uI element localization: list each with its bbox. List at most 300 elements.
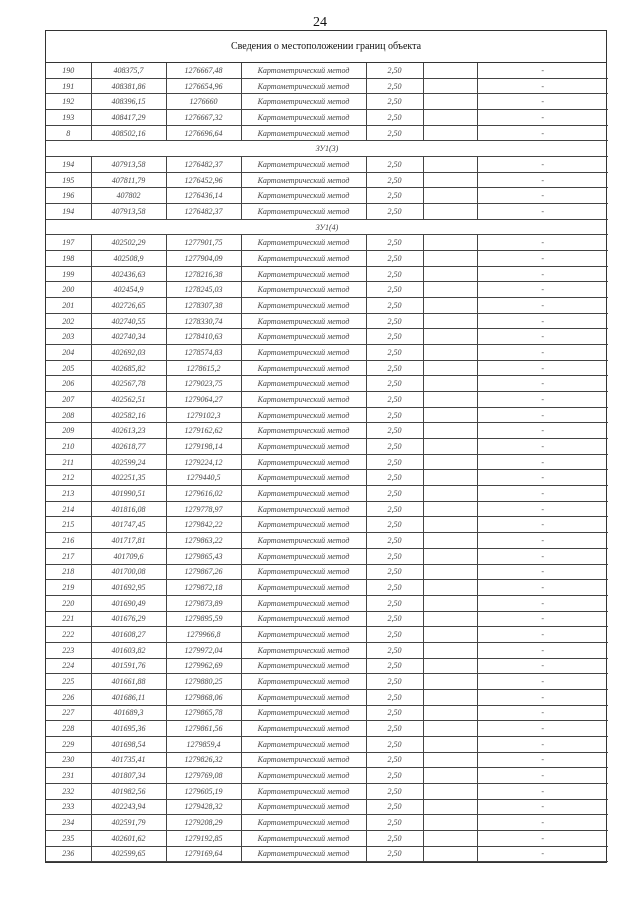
method-cell: Картометрический метод [241, 721, 366, 737]
remark-cell: - [477, 815, 608, 831]
table-row [46, 188, 608, 204]
description-cell [423, 846, 477, 862]
remark-cell: - [477, 251, 608, 267]
remark-cell: - [477, 501, 608, 517]
y-coordinate-cell: 1279616,02 [166, 486, 241, 502]
method-cell: Картометрический метод [241, 376, 366, 392]
method-cell: Картометрический метод [241, 110, 366, 126]
table-row [46, 564, 608, 580]
remark-cell: - [477, 110, 608, 126]
method-cell: Картометрический метод [241, 157, 366, 173]
x-coordinate-cell: 402502,29 [91, 235, 166, 251]
description-cell [423, 517, 477, 533]
y-coordinate-cell: 1276482,37 [166, 204, 241, 220]
description-cell [423, 360, 477, 376]
table-row [46, 329, 608, 345]
description-cell [423, 783, 477, 799]
table-row [46, 846, 608, 862]
precision-cell: 2,50 [366, 439, 423, 455]
x-coordinate-cell: 401686,11 [91, 689, 166, 705]
point-number-cell: 218 [46, 564, 91, 580]
table-row [46, 674, 608, 690]
x-coordinate-cell: 402613,23 [91, 423, 166, 439]
point-number-cell: 214 [46, 501, 91, 517]
precision-cell: 2,50 [366, 705, 423, 721]
point-number-cell: 196 [46, 188, 91, 204]
method-cell: Картометрический метод [241, 846, 366, 862]
remark-cell: - [477, 627, 608, 643]
description-cell [423, 266, 477, 282]
method-cell: Картометрический метод [241, 517, 366, 533]
y-coordinate-cell: 1279966,8 [166, 627, 241, 643]
remark-cell: - [477, 298, 608, 314]
precision-cell: 2,50 [366, 78, 423, 94]
x-coordinate-cell: 402740,34 [91, 329, 166, 345]
section-row [46, 141, 608, 157]
description-cell [423, 94, 477, 110]
point-number-cell: 227 [46, 705, 91, 721]
remark-cell: - [477, 752, 608, 768]
table-row [46, 752, 608, 768]
precision-cell: 2,50 [366, 125, 423, 141]
method-cell: Картометрический метод [241, 78, 366, 94]
table-row [46, 595, 608, 611]
y-coordinate-cell: 1279428,32 [166, 799, 241, 815]
point-number-cell: 226 [46, 689, 91, 705]
x-coordinate-cell: 401717,81 [91, 533, 166, 549]
precision-cell: 2,50 [366, 564, 423, 580]
point-number-cell: 231 [46, 768, 91, 784]
description-cell [423, 768, 477, 784]
method-cell: Картометрический метод [241, 439, 366, 455]
precision-cell: 2,50 [366, 157, 423, 173]
point-number-cell: 206 [46, 376, 91, 392]
y-coordinate-cell: 1276667,32 [166, 110, 241, 126]
method-cell: Картометрический метод [241, 360, 366, 376]
remark-cell: - [477, 94, 608, 110]
point-number-cell: 195 [46, 172, 91, 188]
description-cell [423, 454, 477, 470]
y-coordinate-cell: 1279778,97 [166, 501, 241, 517]
method-cell: Картометрический метод [241, 799, 366, 815]
y-coordinate-cell: 1276452,96 [166, 172, 241, 188]
x-coordinate-cell: 401695,36 [91, 721, 166, 737]
method-cell: Картометрический метод [241, 705, 366, 721]
x-coordinate-cell: 402582,16 [91, 407, 166, 423]
table-row [46, 94, 608, 110]
table-row [46, 736, 608, 752]
remark-cell: - [477, 407, 608, 423]
table-row [46, 501, 608, 517]
description-cell [423, 407, 477, 423]
description-cell [423, 313, 477, 329]
remark-cell: - [477, 736, 608, 752]
table-row [46, 110, 608, 126]
description-cell [423, 423, 477, 439]
table-row [46, 611, 608, 627]
table-row [46, 360, 608, 376]
remark-cell: - [477, 548, 608, 564]
method-cell: Картометрический метод [241, 266, 366, 282]
x-coordinate-cell: 402692,03 [91, 345, 166, 361]
x-coordinate-cell: 402599,65 [91, 846, 166, 862]
method-cell: Картометрический метод [241, 298, 366, 314]
remark-cell: - [477, 768, 608, 784]
table-row [46, 517, 608, 533]
point-number-cell: 230 [46, 752, 91, 768]
y-coordinate-cell: 1279872,18 [166, 580, 241, 596]
table-row [46, 423, 608, 439]
table-row [46, 63, 608, 78]
method-cell: Картометрический метод [241, 611, 366, 627]
table-row [46, 204, 608, 220]
remark-cell: - [477, 329, 608, 345]
x-coordinate-cell: 401608,27 [91, 627, 166, 643]
x-coordinate-cell: 402562,51 [91, 392, 166, 408]
remark-cell: - [477, 533, 608, 549]
description-cell [423, 501, 477, 517]
point-number-cell: 202 [46, 313, 91, 329]
point-number-cell: 210 [46, 439, 91, 455]
point-number-cell: 219 [46, 580, 91, 596]
x-coordinate-cell: 401689,3 [91, 705, 166, 721]
point-number-cell: 216 [46, 533, 91, 549]
method-cell: Картометрический метод [241, 501, 366, 517]
remark-cell: - [477, 517, 608, 533]
x-coordinate-cell: 402685,82 [91, 360, 166, 376]
precision-cell: 2,50 [366, 736, 423, 752]
table-body [46, 63, 608, 862]
description-cell [423, 470, 477, 486]
description-cell [423, 235, 477, 251]
precision-cell: 2,50 [366, 486, 423, 502]
method-cell: Картометрический метод [241, 658, 366, 674]
x-coordinate-cell: 401700,08 [91, 564, 166, 580]
x-coordinate-cell: 401982,56 [91, 783, 166, 799]
table-row [46, 783, 608, 799]
description-cell [423, 78, 477, 94]
point-number-cell: 211 [46, 454, 91, 470]
x-coordinate-cell: 401692,95 [91, 580, 166, 596]
y-coordinate-cell: 1277904,09 [166, 251, 241, 267]
x-coordinate-cell: 401816,08 [91, 501, 166, 517]
method-cell: Картометрический метод [241, 345, 366, 361]
description-cell [423, 345, 477, 361]
table-row [46, 627, 608, 643]
method-cell: Картометрический метод [241, 392, 366, 408]
point-number-cell: 233 [46, 799, 91, 815]
remark-cell: - [477, 423, 608, 439]
x-coordinate-cell: 408381,86 [91, 78, 166, 94]
y-coordinate-cell: 1279859,4 [166, 736, 241, 752]
description-cell [423, 439, 477, 455]
method-cell: Картометрический метод [241, 783, 366, 799]
method-cell: Картометрический метод [241, 580, 366, 596]
table-row [46, 830, 608, 846]
table-row [46, 266, 608, 282]
y-coordinate-cell: 1276654,96 [166, 78, 241, 94]
method-cell: Картометрический метод [241, 768, 366, 784]
description-cell [423, 329, 477, 345]
table-row [46, 548, 608, 564]
y-coordinate-cell: 1279865,78 [166, 705, 241, 721]
point-number-cell: 197 [46, 235, 91, 251]
x-coordinate-cell: 401747,45 [91, 517, 166, 533]
remark-cell: - [477, 204, 608, 220]
precision-cell: 2,50 [366, 313, 423, 329]
x-coordinate-cell: 402454,9 [91, 282, 166, 298]
x-coordinate-cell: 402243,94 [91, 799, 166, 815]
y-coordinate-cell: 1279769,08 [166, 768, 241, 784]
remark-cell: - [477, 611, 608, 627]
precision-cell: 2,50 [366, 110, 423, 126]
precision-cell: 2,50 [366, 407, 423, 423]
precision-cell: 2,50 [366, 642, 423, 658]
x-coordinate-cell: 407913,58 [91, 204, 166, 220]
y-coordinate-cell: 1279842,22 [166, 517, 241, 533]
description-cell [423, 689, 477, 705]
remark-cell: - [477, 266, 608, 282]
remark-cell: - [477, 188, 608, 204]
method-cell: Картометрический метод [241, 204, 366, 220]
remark-cell: - [477, 580, 608, 596]
precision-cell: 2,50 [366, 517, 423, 533]
precision-cell: 2,50 [366, 345, 423, 361]
table-row [46, 721, 608, 737]
remark-cell: - [477, 846, 608, 862]
y-coordinate-cell: 1276660 [166, 94, 241, 110]
precision-cell: 2,50 [366, 204, 423, 220]
point-number-cell: 232 [46, 783, 91, 799]
remark-cell: - [477, 360, 608, 376]
y-coordinate-cell: 1279224,12 [166, 454, 241, 470]
precision-cell: 2,50 [366, 846, 423, 862]
remark-cell: - [477, 172, 608, 188]
precision-cell: 2,50 [366, 251, 423, 267]
precision-cell: 2,50 [366, 376, 423, 392]
description-cell [423, 564, 477, 580]
x-coordinate-cell: 407811,79 [91, 172, 166, 188]
description-cell [423, 251, 477, 267]
precision-cell: 2,50 [366, 674, 423, 690]
y-coordinate-cell: 1276667,48 [166, 63, 241, 78]
table-row [46, 454, 608, 470]
precision-cell: 2,50 [366, 689, 423, 705]
method-cell: Картометрический метод [241, 752, 366, 768]
table-row [46, 486, 608, 502]
x-coordinate-cell: 401591,76 [91, 658, 166, 674]
point-number-cell: 224 [46, 658, 91, 674]
y-coordinate-cell: 1279605,19 [166, 783, 241, 799]
method-cell: Картометрический метод [241, 63, 366, 78]
table-row [46, 172, 608, 188]
remark-cell: - [477, 705, 608, 721]
y-coordinate-cell: 1279880,25 [166, 674, 241, 690]
remark-cell: - [477, 439, 608, 455]
table-row [46, 298, 608, 314]
remark-cell: - [477, 595, 608, 611]
description-cell [423, 172, 477, 188]
description-cell [423, 642, 477, 658]
description-cell [423, 204, 477, 220]
table-row [46, 580, 608, 596]
point-number-cell: 201 [46, 298, 91, 314]
point-number-cell: 212 [46, 470, 91, 486]
precision-cell: 2,50 [366, 423, 423, 439]
table-row [46, 313, 608, 329]
description-cell [423, 705, 477, 721]
point-number-cell: 217 [46, 548, 91, 564]
description-cell [423, 658, 477, 674]
point-number-cell: 222 [46, 627, 91, 643]
y-coordinate-cell: 1279863,22 [166, 533, 241, 549]
precision-cell: 2,50 [366, 768, 423, 784]
table-row [46, 705, 608, 721]
x-coordinate-cell: 408375,7 [91, 63, 166, 78]
table-row [46, 815, 608, 831]
precision-cell: 2,50 [366, 329, 423, 345]
x-coordinate-cell: 402740,55 [91, 313, 166, 329]
x-coordinate-cell: 401735,41 [91, 752, 166, 768]
section-label: ЗУ1(4) [46, 219, 608, 235]
y-coordinate-cell: 1279192,85 [166, 830, 241, 846]
precision-cell: 2,50 [366, 172, 423, 188]
description-cell [423, 721, 477, 737]
precision-cell: 2,50 [366, 595, 423, 611]
precision-cell: 2,50 [366, 94, 423, 110]
section-row [46, 219, 608, 235]
remark-cell: - [477, 642, 608, 658]
precision-cell: 2,50 [366, 392, 423, 408]
description-cell [423, 815, 477, 831]
table-row [46, 345, 608, 361]
description-cell [423, 830, 477, 846]
method-cell: Картометрический метод [241, 674, 366, 690]
remark-cell: - [477, 721, 608, 737]
y-coordinate-cell: 1279873,89 [166, 595, 241, 611]
precision-cell: 2,50 [366, 658, 423, 674]
precision-cell: 2,50 [366, 752, 423, 768]
y-coordinate-cell: 1279867,26 [166, 564, 241, 580]
precision-cell: 2,50 [366, 266, 423, 282]
method-cell: Картометрический метод [241, 188, 366, 204]
method-cell: Картометрический метод [241, 486, 366, 502]
x-coordinate-cell: 408417,29 [91, 110, 166, 126]
remark-cell: - [477, 345, 608, 361]
x-coordinate-cell: 401709,6 [91, 548, 166, 564]
description-cell [423, 298, 477, 314]
y-coordinate-cell: 1279861,56 [166, 721, 241, 737]
description-cell [423, 392, 477, 408]
precision-cell: 2,50 [366, 298, 423, 314]
method-cell: Картометрический метод [241, 627, 366, 643]
description-cell [423, 736, 477, 752]
precision-cell: 2,50 [366, 501, 423, 517]
y-coordinate-cell: 1279440,5 [166, 470, 241, 486]
precision-cell: 2,50 [366, 799, 423, 815]
method-cell: Картометрический метод [241, 548, 366, 564]
description-cell [423, 282, 477, 298]
point-number-cell: 213 [46, 486, 91, 502]
remark-cell: - [477, 799, 608, 815]
description-cell [423, 110, 477, 126]
description-cell [423, 674, 477, 690]
table-row [46, 689, 608, 705]
y-coordinate-cell: 1278307,38 [166, 298, 241, 314]
precision-cell: 2,50 [366, 548, 423, 564]
method-cell: Картометрический метод [241, 642, 366, 658]
description-cell [423, 63, 477, 78]
remark-cell: - [477, 674, 608, 690]
y-coordinate-cell: 1276482,37 [166, 157, 241, 173]
description-cell [423, 486, 477, 502]
remark-cell: - [477, 235, 608, 251]
precision-cell: 2,50 [366, 815, 423, 831]
point-number-cell: 209 [46, 423, 91, 439]
point-number-cell: 229 [46, 736, 91, 752]
y-coordinate-cell: 1279972,04 [166, 642, 241, 658]
description-cell [423, 548, 477, 564]
x-coordinate-cell: 402591,79 [91, 815, 166, 831]
description-cell [423, 752, 477, 768]
point-number-cell: 194 [46, 157, 91, 173]
point-number-cell: 198 [46, 251, 91, 267]
y-coordinate-cell: 1279865,43 [166, 548, 241, 564]
point-number-cell: 200 [46, 282, 91, 298]
description-cell [423, 595, 477, 611]
method-cell: Картометрический метод [241, 815, 366, 831]
precision-cell: 2,50 [366, 282, 423, 298]
description-cell [423, 157, 477, 173]
precision-cell: 2,50 [366, 830, 423, 846]
table-row [46, 439, 608, 455]
method-cell: Картометрический метод [241, 564, 366, 580]
point-number-cell: 8 [46, 125, 91, 141]
precision-cell: 2,50 [366, 580, 423, 596]
x-coordinate-cell: 402436,63 [91, 266, 166, 282]
remark-cell: - [477, 454, 608, 470]
method-cell: Картометрический метод [241, 454, 366, 470]
remark-cell: - [477, 125, 608, 141]
y-coordinate-cell: 1278410,63 [166, 329, 241, 345]
point-number-cell: 223 [46, 642, 91, 658]
x-coordinate-cell: 407913,58 [91, 157, 166, 173]
description-cell [423, 799, 477, 815]
table-row [46, 768, 608, 784]
point-number-cell: 204 [46, 345, 91, 361]
remark-cell: - [477, 564, 608, 580]
table-row [46, 235, 608, 251]
remark-cell: - [477, 313, 608, 329]
x-coordinate-cell: 401676,29 [91, 611, 166, 627]
precision-cell: 2,50 [366, 188, 423, 204]
y-coordinate-cell: 1279023,75 [166, 376, 241, 392]
x-coordinate-cell: 401698,54 [91, 736, 166, 752]
method-cell: Картометрический метод [241, 407, 366, 423]
remark-cell: - [477, 470, 608, 486]
y-coordinate-cell: 1276696,64 [166, 125, 241, 141]
table-title: Сведения о местоположении границ объекта [46, 31, 606, 63]
table-row [46, 125, 608, 141]
method-cell: Картометрический метод [241, 329, 366, 345]
y-coordinate-cell: 1279162,62 [166, 423, 241, 439]
method-cell: Картометрический метод [241, 251, 366, 267]
point-number-cell: 191 [46, 78, 91, 94]
y-coordinate-cell: 1279208,29 [166, 815, 241, 831]
point-number-cell: 225 [46, 674, 91, 690]
remark-cell: - [477, 392, 608, 408]
point-number-cell: 194 [46, 204, 91, 220]
